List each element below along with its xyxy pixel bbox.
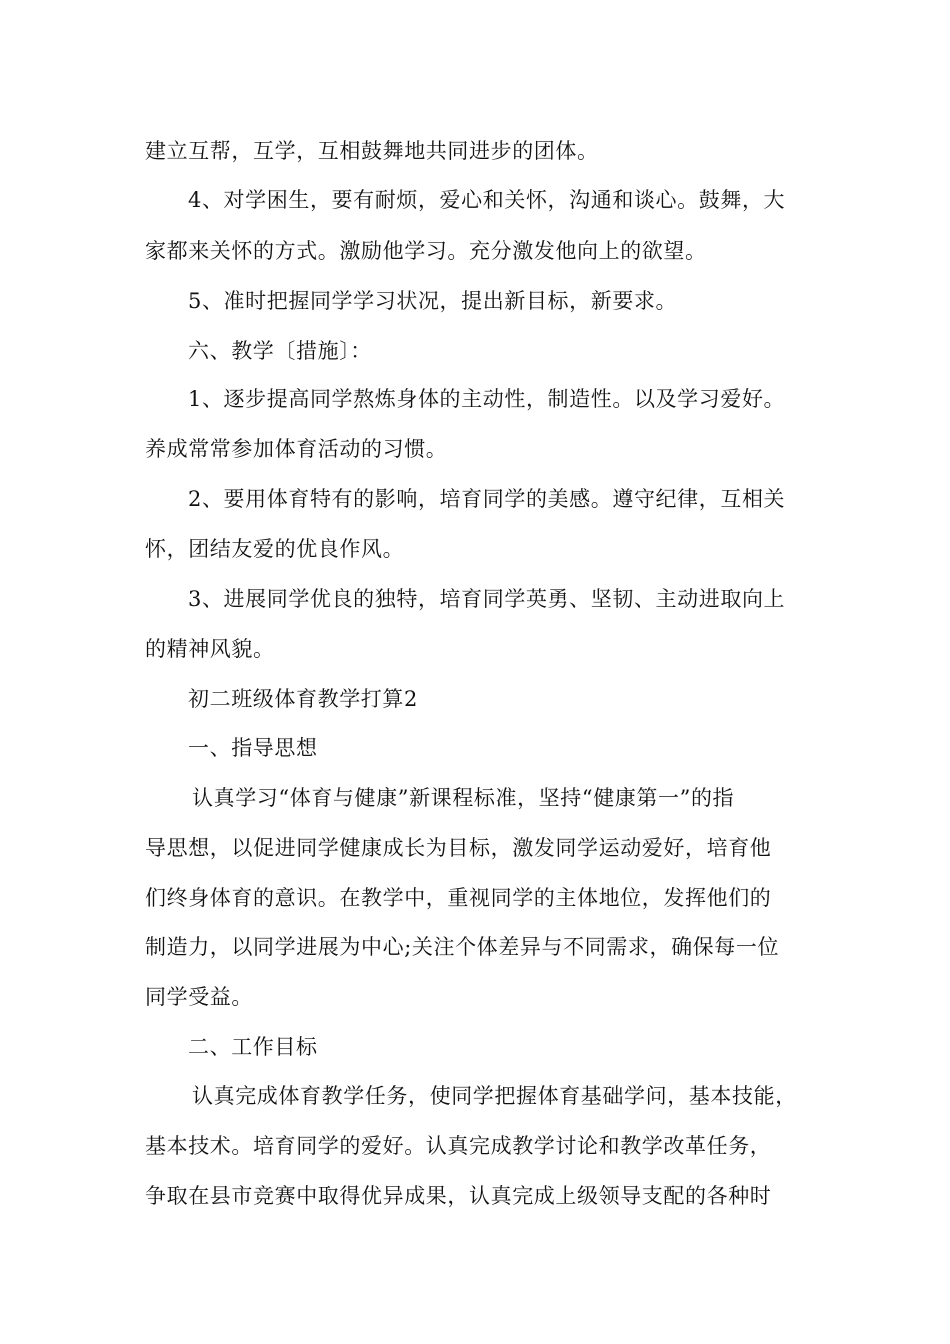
section-heading: 六、教学〔措施〕： bbox=[188, 339, 372, 363]
paragraph-line: 1、逐步提高同学熬炼身体的主动性，制造性。以及学习爱好。 bbox=[188, 387, 786, 411]
paragraph-line: 5、准时把握同学学习状况，提出新目标，新要求。 bbox=[188, 289, 678, 313]
paragraph-line: 家都来关怀的方式。激励他学习。充分激发他向上的欲望。 bbox=[145, 239, 707, 263]
paragraph-line: 的精神风貌。 bbox=[145, 637, 275, 661]
paragraph-line: 认真学习“体育与健康”新课程标准，坚持“健康第一”的指 bbox=[192, 786, 735, 810]
paragraph-line: 同学受益。 bbox=[145, 985, 253, 1009]
paragraph-line: 争取在县市竞赛中取得优异成果，认真完成上级领导支配的各种时 bbox=[145, 1184, 772, 1208]
paragraph-line: 建立互帮，互学，互相鼓舞地共同进步的团体。 bbox=[145, 139, 599, 163]
paragraph-line: 3、进展同学优良的独特，培育同学英勇、坚韧、主动进取向上 bbox=[188, 587, 786, 611]
paragraph-line: 怀，团结友爱的优良作风。 bbox=[145, 537, 405, 561]
paragraph-line: 导思想，以促进同学健康成长为目标，激发同学运动爱好，培育他 bbox=[145, 836, 772, 860]
paragraph-line: 养成常常参加体育活动的习惯。 bbox=[145, 437, 448, 461]
paragraph-line: 们终身体育的意识。在教学中，重视同学的主体地位，发挥他们的 bbox=[145, 886, 772, 910]
paragraph-line: 认真完成体育教学任务，使同学把握体育基础学问，基本技能， bbox=[192, 1084, 797, 1108]
document-title: 初二班级体育教学打算2 bbox=[188, 687, 418, 711]
paragraph-line: 4、对学困生，要有耐烦，爱心和关怀，沟通和谈心。鼓舞，大 bbox=[188, 188, 786, 212]
paragraph-line: 2、要用体育特有的影响，培育同学的美感。遵守纪律，互相关 bbox=[188, 487, 786, 511]
section-heading: 一、指导思想 bbox=[188, 736, 318, 760]
paragraph-line: 基本技术。培育同学的爱好。认真完成教学讨论和教学改革任务， bbox=[145, 1134, 772, 1158]
paragraph-line: 制造力，以同学进展为中心;关注个体差异与不同需求，确保每一位 bbox=[145, 935, 780, 959]
section-heading: 二、工作目标 bbox=[188, 1035, 318, 1059]
